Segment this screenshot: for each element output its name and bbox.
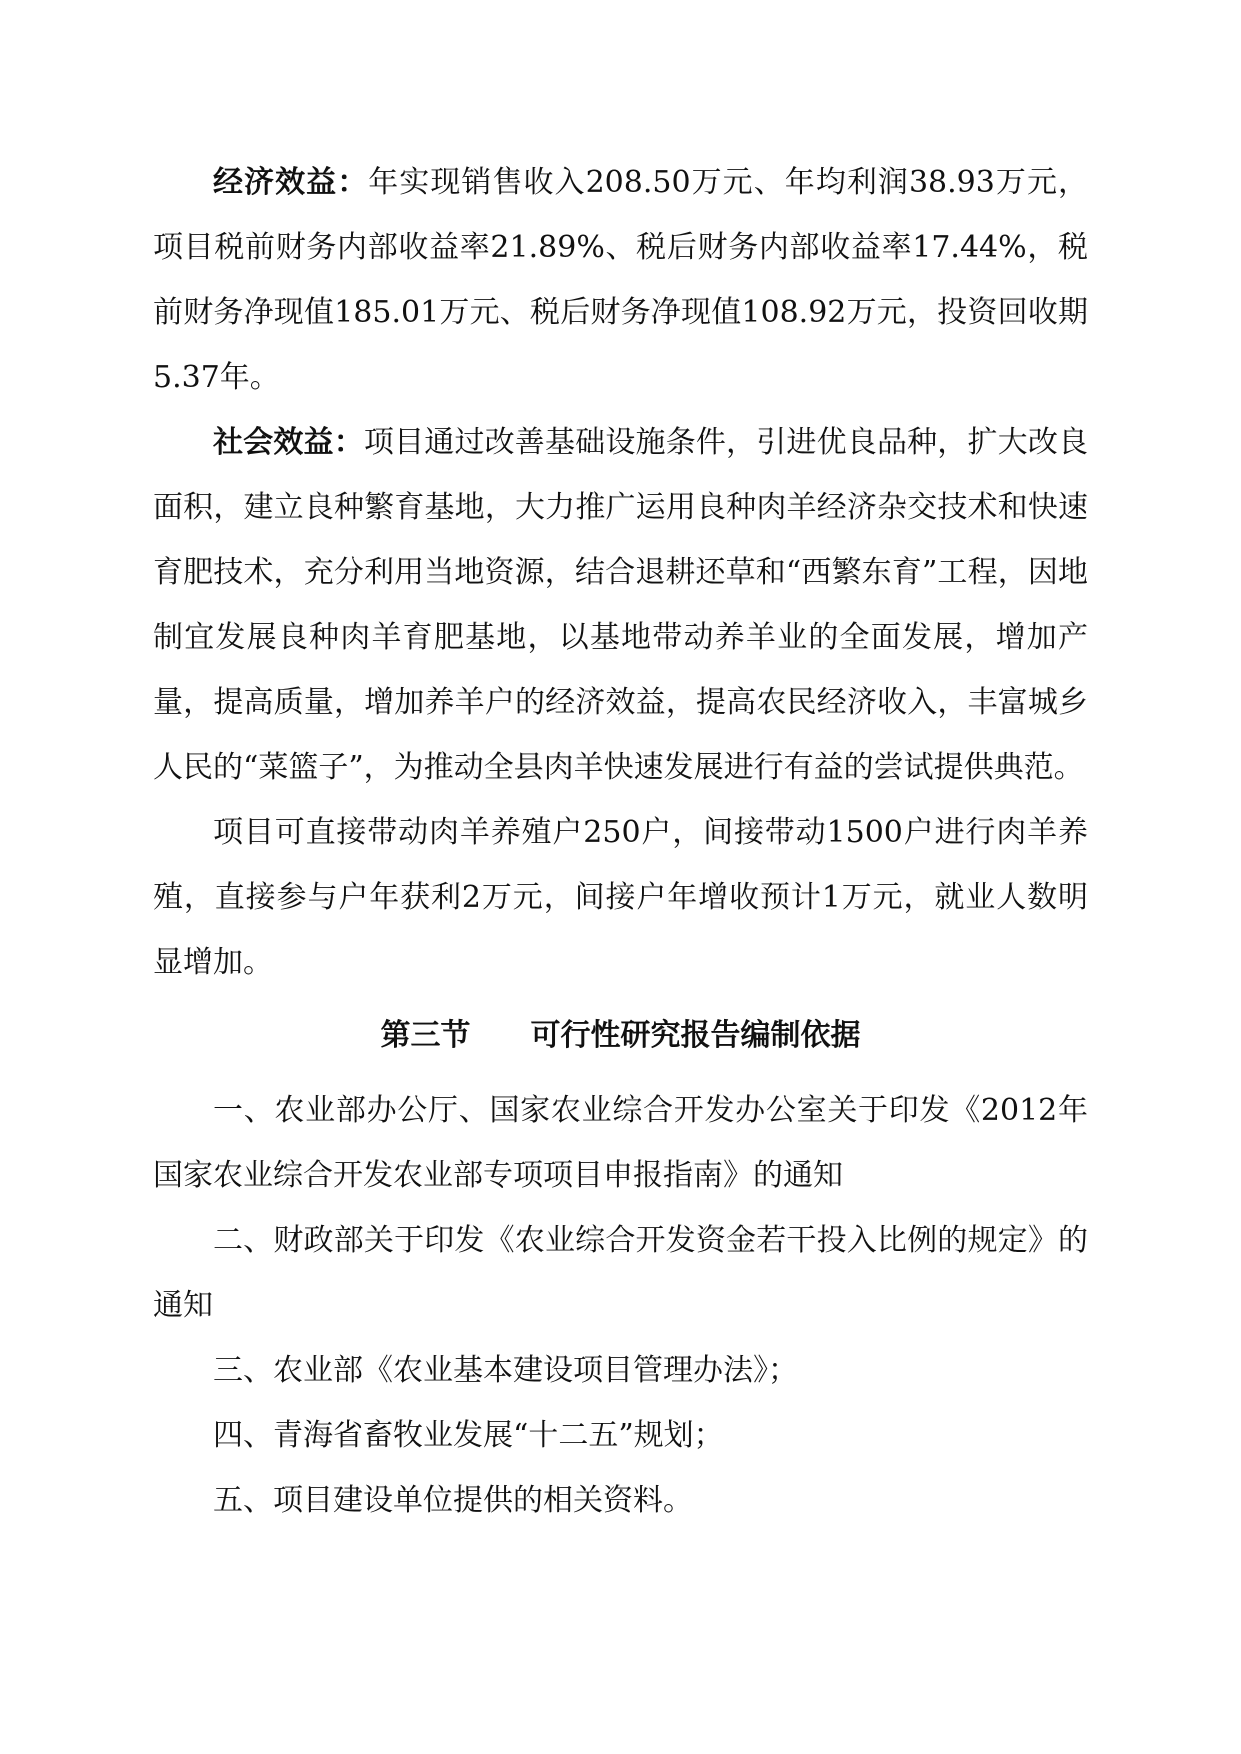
section-number: 第三节 — [380, 1018, 471, 1053]
social-benefit-paragraph — [153, 410, 1088, 800]
basis-item: 三、农业部《农业基本建设项目管理办法》； — [213, 1353, 798, 1388]
basis-item: 一、农业部办公厅、国家农业综合开发办公室关于印发《2012年国家农业综合开发农业部专项项目申报指南》的通知 — [153, 1093, 1088, 1193]
basis-item: 五、项目建设单位提供的相关资料。 — [213, 1483, 693, 1518]
economic-benefit-paragraph — [153, 150, 1088, 410]
basis-item: 四、青海省畜牧业发展“十二五”规划； — [213, 1418, 724, 1453]
employment-paragraph: 项目可直接带动肉羊养殖户250户，间接带动1500户进行肉羊养殖，直接参与户年获利2万元，间接户年增收预计1万元，就业人数明显增加。 — [153, 815, 1088, 980]
social-benefit-text: 项目通过改善基础设施条件，引进优良品种，扩大改良面积，建立良种繁育基地，大力推广运用良种肉羊经济杂交技术和快速育肥技术，充分利用当地资源，结合退耕还草和“西繁东育”工程，因地制宜发展良种肉羊育肥基地，以基地带动养羊业的全面发展，增加产量，提高质量，增加养羊户的经济效益，提高农民经济收入，丰富城乡人民的“菜篮子”，为推动全县肉羊快速发展进行有益的尝试提供典范。 — [153, 425, 1089, 785]
economic-benefit-heading: 经济效益： — [213, 165, 369, 200]
document-page — [153, 150, 1088, 1533]
social-benefit-heading: 社会效益： — [213, 425, 364, 460]
economic-benefit-text: 年实现销售收入208.50万元、年均利润38.93万元，项目税前财务内部收益率21.89%、税后财务内部收益率17.44%，税前财务净现值185.01万元、税后财务净现值108.92万元，投资回收期5.37年。 — [153, 165, 1088, 395]
section-heading — [153, 1003, 1088, 1068]
section-title: 可行性研究报告编制依据 — [530, 1018, 861, 1053]
basis-item: 二、财政部关于印发《农业综合开发资金若干投入比例的规定》的通知 — [153, 1223, 1088, 1323]
